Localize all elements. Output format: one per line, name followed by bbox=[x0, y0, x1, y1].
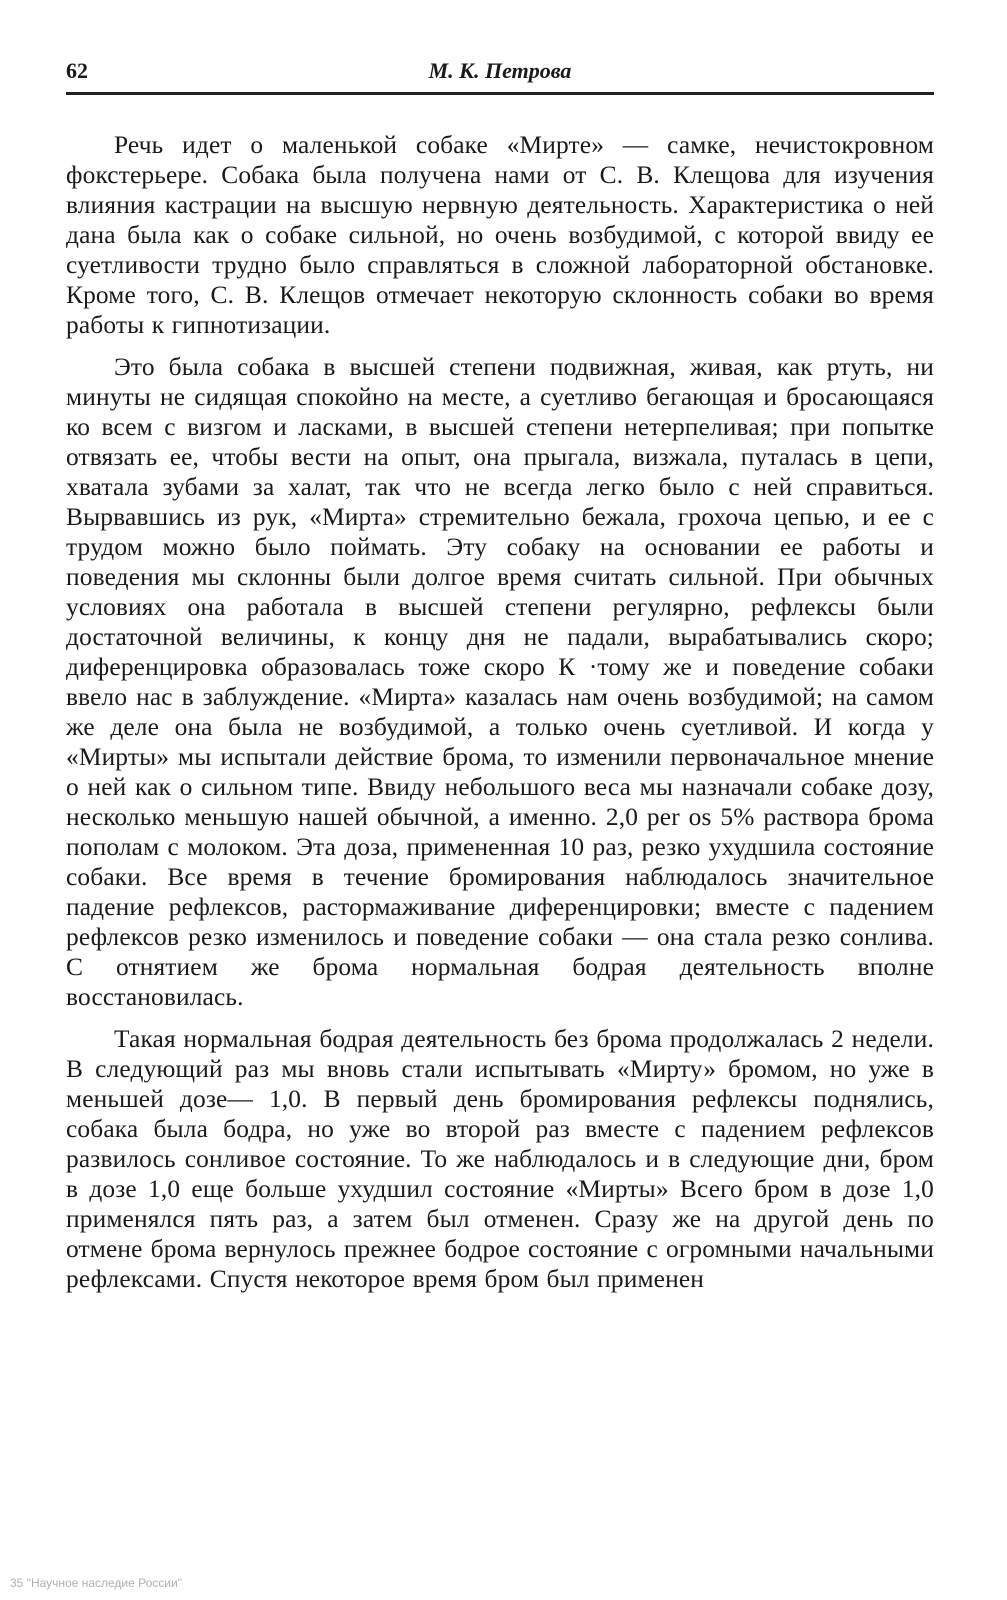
page-number: 62 bbox=[66, 58, 88, 83]
body-text bbox=[66, 130, 934, 1306]
page-header bbox=[66, 58, 934, 92]
paragraph: Это была собака в высшей степени подвижная, живая, как ртуть, ни минуты не сидящая спокойно на месте, а суетливо бегающая и бросающаяся ко всем с визгом и ласками, в высшей степени нетерпеливая; при попытке отвязать ее, чтобы вести на опыт, она прыгала, визжала, путалась в цепи, хватала зубами за халат, так что не всегда легко было с ней справиться. Вырвавшись из рук, «Мирта» стремительно бежала, грохоча цепью, и ее с трудом можно было поймать. Эту собаку на основании ее работы и поведения мы склонны были долгое время считать сильной. При обычных условиях она работала в высшей степени регулярно, рефлексы были достаточной величины, к концу дня не падали, вырабатывались скоро; диференцировка образовалась тоже скоро К ·тому же и поведение собаки ввело нас в заблуждение. «Мирта» казалась нам очень возбудимой; на самом же деле она была не возбудимой, а только очень суетливой. И когда у «Мирты» мы испытали действие брома, то изменили первоначальное мнение о ней как о сильном типе. Ввиду небольшого веса мы назначали собаке дозу, несколько меньшую нашей обычной, а именно. 2,0 per os 5% раствора брома пополам с молоком. Эта доза, примененная 10 раз, резко ухудшила состояние собаки. Все время в течение бромирования наблюдалось значительное падение рефлексов, растормаживание диференцировки; вместе с падением рефлексов резко изменилось и поведение собаки — она стала резко сонлива. С отнятием же брома нормальная бодрая деятельность вполне восстановилась. bbox=[66, 353, 934, 1011]
paragraph: Речь идет о маленькой собаке «Мирте» — самке, нечистокровном фокстерьере. Собака была получена нами от С. В. Клещова для изучения влияния кастрации на высшую нервную деятельность. Характеристика о ней дана была как о собаке сильной, но очень возбудимой, с которой ввиду ее суетливости трудно было справляться в сложной лабораторной обстановке. Кроме того, С. В. Клещов отмечает некоторую склонность собаки во время работы к гипнотизации. bbox=[66, 131, 934, 339]
running-title: М. К. Петрова bbox=[428, 58, 572, 83]
paragraph: Такая нормальная бодрая деятельность без брома продолжалась 2 недели. В следующий раз мы вновь стали испытывать «Мирту» бромом, но уже в меньшей дозе— 1,0. В первый день бромирования рефлексы поднялись, собака была бодра, но уже во второй раз вместе с падением рефлексов развилось сонливое состояние. То же наблюдалось и в следующие дни, бром в дозе 1,0 еще больше ухудшил состояние «Мирты» Всего бром в дозе 1,0 применялся пять раз, а затем был отменен. Сразу же на другой день по отмене брома вернулось прежнее бодрое состояние с огромными начальными рефлексами. Спустя некоторое время бром был применен bbox=[66, 1025, 934, 1293]
header-rule bbox=[66, 92, 934, 95]
watermark: 35 "Научное наследие России" bbox=[10, 1576, 182, 1590]
